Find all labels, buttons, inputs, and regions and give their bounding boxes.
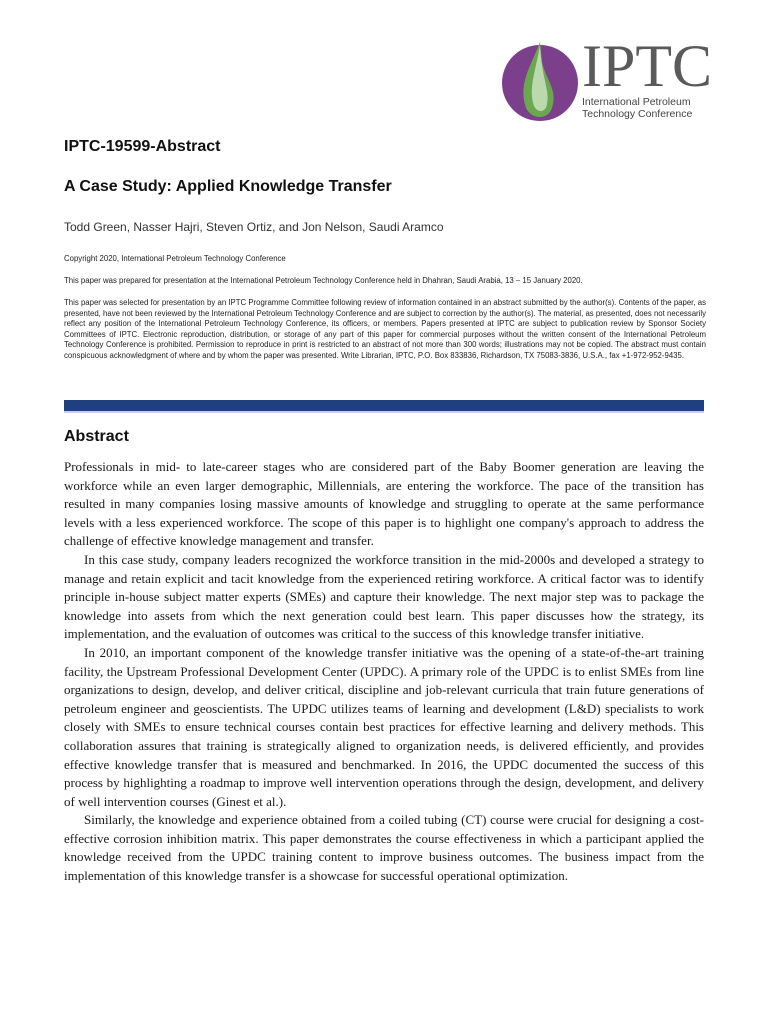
paper-title: A Case Study: Applied Knowledge Transfer [64, 178, 392, 195]
copyright-notice: Copyright 2020, International Petroleum Technology Conference [64, 254, 286, 263]
abstract-paragraph: Professionals in mid- to late-career stages who are considered part of the Baby Boomer generation are leaving the workforce while an even larger demographic, Millennials, are entering the workforce. The pace of the transition has resulted in many companies losing massive amounts of knowledge and struggling to operate at the same performance levels with a less experienced workforce. The scope of this paper is to highlight one company's approach to address the challenge of effective knowledge management and transfer. [64, 459, 704, 549]
section-divider [64, 400, 704, 411]
logo-wordmark: IPTC [582, 33, 713, 99]
flame-drop-icon [500, 40, 580, 126]
abstract-paragraph: In 2010, an important component of the knowledge transfer initiative was the opening of a state-of-the-art training facility, the Upstream Professional Development Center (UPDC). A primary role of the UPDC is to enlist SMEs from line organizations to design, develop, and deliver critical, discipline and job-relevant curricula that train future generations of petroleum engineer and geoscientists. The UPDC utilizes teams of learning and development (L&D) specialists to work closely with SMEs to ensure technical courses contain best practices for effective learning and delivery methods. This collaboration assures that training is strategically aligned to organization needs, is delivered efficiently, and provides effective knowledge transfer that is measured and benchmarked. In 2016, the UPDC documented the success of this process by highlighting a roadmap to improve well intervention operations through the design, development, and delivery of well intervention courses (Ginest et al.). [64, 644, 704, 809]
abstract-paragraph: Similarly, the knowledge and experience obtained from a coiled tubing (CT) course were crucial for designing a cost-effective corrosion inhibition matrix. This paper demonstrates the course effectiveness in which a participant applied the knowledge received from the UPDC training content to improve business outcomes. The business impact from the implementation of this knowledge transfer is a showcase for successful operational optimization. [64, 812, 704, 884]
abstract-paragraph: In this case study, company leaders recognized the workforce transition in the mid-2000s and developed a strategy to manage and retain explicit and tacit knowledge from the experienced retiring workforce. A critical factor was to identify principle in-house subject matter experts (SMEs) and capture their knowledge. The next major step was to package the knowledge into assets from which the next generation could best learn. This paper discusses how the strategy, its implementation, and the evaluation of outcomes was critical to the success of this knowledge transfer initiative. [64, 551, 704, 642]
prepared-notice: This paper was prepared for presentation at the International Petroleum Technology Conference held in Dhahran, Saudi Arabia, 13 – 15 January 2020. [64, 276, 583, 285]
logo-subtitle [582, 96, 712, 120]
paper-id: IPTC-19599-Abstract [64, 138, 221, 155]
selection-notice: This paper was selected for presentation by an IPTC Programme Committee following review of information contained in an abstract submitted by the author(s). Contents of the paper, as presented, have not been reviewed by the International Petroleum Technology Conference and are subject to correction by the author(s). The material, as presented, does not necessarily reflect any position of the International Petroleum Technology Conference, its officers, or members. Papers presented at IPTC are subject to publication review by Sponsor Society Committees of IPTC. Electronic reproduction, distribution, or storage of any part of this paper for commercial purposes without the written consent of the International Petroleum Technology Conference is prohibited. Permission to reproduce in print is restricted to an abstract of not more than 300 words; illustrations may not be copied. The abstract must contain conspicuous acknowledgment of where and by whom the paper was presented. Write Librarian, IPTC, P.O. Box 833836, Richardson, TX 75083-3836, U.S.A., fax +1-972-952-9435. [64, 298, 706, 360]
section-divider-shadow [64, 411, 704, 413]
logo-subtitle-line: International Petroleum [582, 96, 691, 108]
abstract-body [64, 458, 704, 886]
logo-subtitle-line: Technology Conference [582, 108, 693, 120]
iptc-logo [500, 33, 713, 126]
authors: Todd Green, Nasser Hajri, Steven Ortiz, and Jon Nelson, Saudi Aramco [64, 220, 444, 234]
abstract-heading: Abstract [64, 428, 129, 445]
